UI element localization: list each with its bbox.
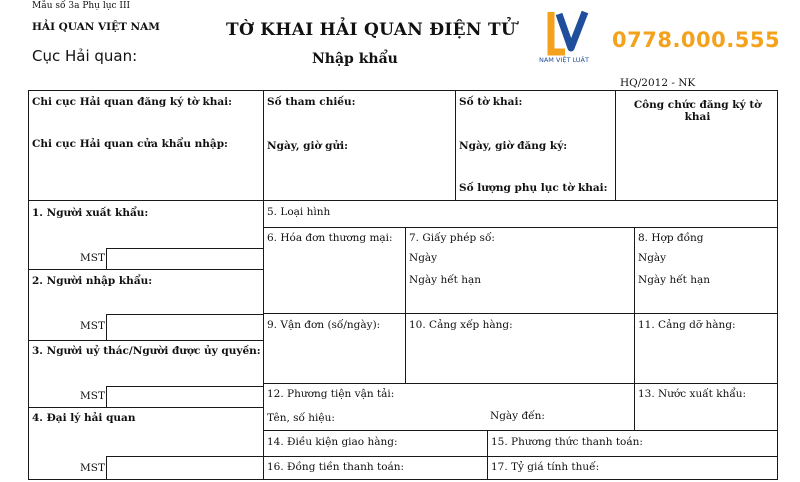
van-don-label: 9. Vận đơn (số/ngày):: [267, 319, 381, 331]
nguoi-xuat-khau-label: 1. Người xuất khẩu:: [32, 207, 149, 219]
form-number: Mẫu số 3a Phụ lục III: [32, 1, 131, 11]
so-to-khai-label: Số tờ khai:: [459, 96, 523, 108]
nvl-logo-icon: [537, 8, 599, 58]
dieu-kien-giao-hang-label: 14. Điều kiện giao hàng:: [267, 436, 398, 448]
ngay-gio-gui-label: Ngày, giờ gửi:: [267, 140, 348, 152]
dong-tien-thanh-toan-label: 16. Đồng tiền thanh toán:: [267, 461, 405, 473]
mst-label-3: MST: [80, 390, 105, 402]
brand-logo: [537, 8, 599, 66]
giay-phep-label: 7. Giấy phép số:: [409, 232, 495, 244]
hop-dong-ngay-label: Ngày: [638, 252, 667, 264]
ngay-den-label: Ngày đến:: [490, 410, 545, 422]
so-luong-phu-luc-label: Số lượng phụ lục tờ khai:: [459, 182, 608, 194]
hop-dong-label: 8. Hợp đồng: [638, 232, 704, 244]
giay-phep-het-han-label: Ngày hết hạn: [409, 274, 482, 286]
cang-do-hang-label: 11. Cảng dỡ hàng:: [638, 319, 736, 331]
ten-so-hieu-label: Tên, số hiệu:: [267, 412, 335, 424]
ty-gia-tinh-thue-label: 17. Tỷ giá tính thuế:: [491, 461, 600, 473]
mst-label-4: MST: [80, 462, 105, 474]
nguoi-uy-thac-label: 3. Người uỷ thác/Người được ủy quyền:: [32, 345, 261, 357]
cuc-hai-quan-label: Cục Hải quan:: [32, 47, 138, 65]
phuong-thuc-thanh-toan-label: 15. Phương thức thanh toán:: [491, 436, 643, 448]
org-name: HẢI QUAN VIỆT NAM: [32, 21, 160, 33]
ngay-gio-dang-ky-label: Ngày, giờ đăng ký:: [459, 140, 568, 152]
giay-phep-ngay-label: Ngày: [409, 252, 438, 264]
brand-phone: 0778.000.555: [612, 28, 781, 52]
phuong-tien-label: 12. Phương tiện vận tải:: [267, 388, 395, 400]
hoa-don-label: 6. Hóa đơn thương mại:: [267, 232, 393, 244]
hop-dong-het-han-label: Ngày hết hạn: [638, 274, 711, 286]
page-subtitle: Nhập khẩu: [312, 51, 398, 67]
nguoi-nhap-khau-label: 2. Người nhập khẩu:: [32, 275, 153, 287]
dai-ly-hai-quan-label: 4. Đại lý hải quan: [32, 412, 136, 424]
mst-label-2: MST: [80, 320, 105, 332]
chi-cuc-dang-ky-label: Chi cục Hải quan đăng ký tờ khai:: [32, 96, 233, 108]
chi-cuc-cua-khau-label: Chi cục Hải quan cửa khẩu nhập:: [32, 138, 228, 150]
form-code: HQ/2012 - NK: [620, 77, 696, 89]
nuoc-xuat-khau-label: 13. Nước xuất khẩu:: [638, 388, 747, 400]
page-title: TỜ KHAI HẢI QUAN ĐIỆN TỬ: [226, 20, 517, 40]
loai-hinh-label: 5. Loại hình: [267, 206, 331, 218]
cong-chuc-label: Công chức đăng ký tờ khai: [633, 99, 762, 123]
so-tham-chieu-label: Số tham chiếu:: [267, 96, 356, 108]
brand-name: NAM VIỆT LUẬT: [539, 56, 589, 64]
cang-xep-hang-label: 10. Cảng xếp hàng:: [409, 319, 513, 331]
mst-label-1: MST: [80, 252, 105, 264]
